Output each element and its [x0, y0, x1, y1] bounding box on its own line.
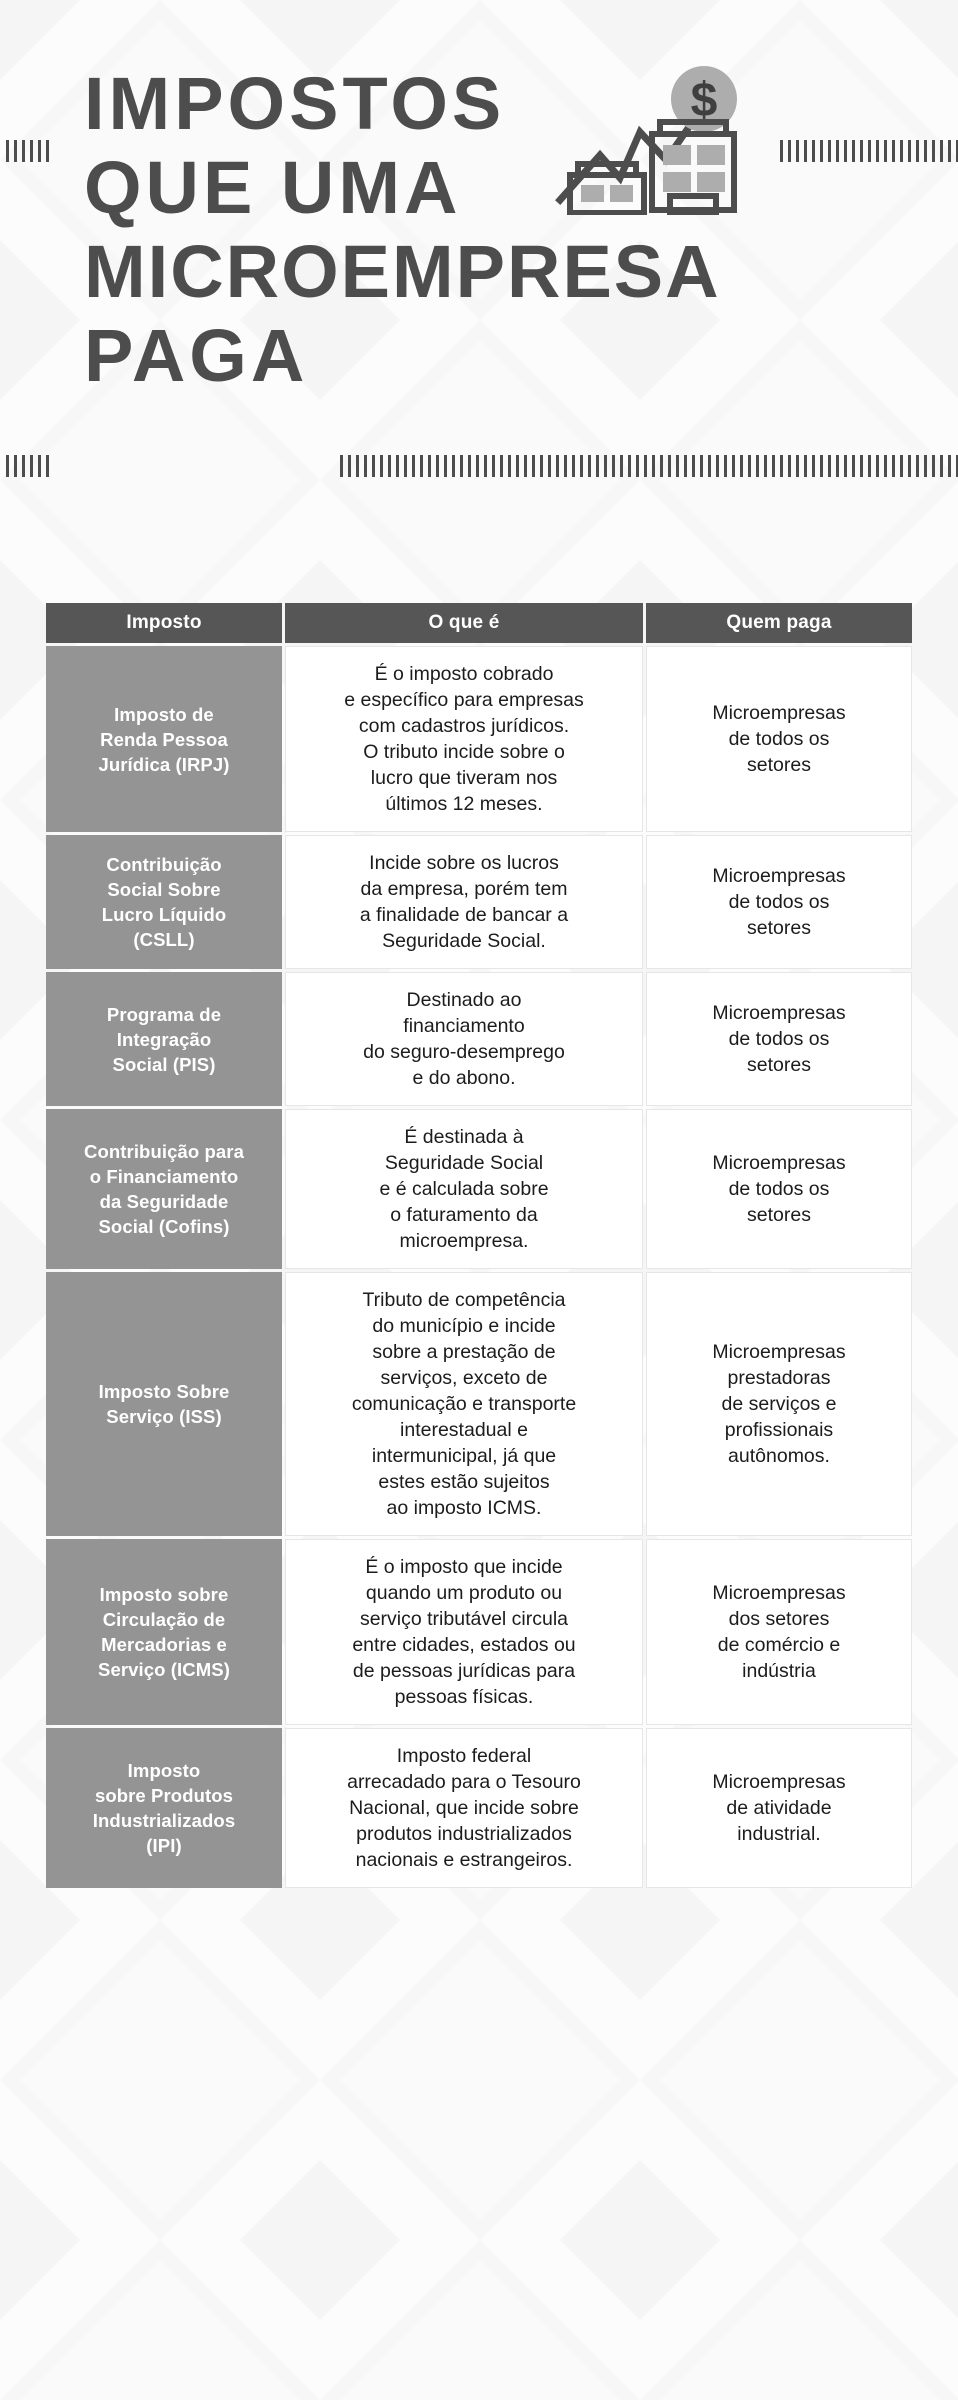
- table-row: [46, 972, 912, 1106]
- dash-rule-right-bottom: [340, 455, 958, 477]
- tax-name-cell: Programa de Integração Social (PIS): [46, 972, 282, 1106]
- dash-rule-left-bottom: [6, 455, 54, 477]
- infographic-header: [0, 0, 958, 600]
- business-growth-dollar-icon: [548, 60, 758, 215]
- coin-dollar-glyph: $: [690, 74, 718, 127]
- tax-name-cell: Contribuição Social Sobre Lucro Líquido (CSLL): [46, 835, 282, 969]
- column-header-quem-paga: Quem paga: [646, 603, 912, 643]
- tax-payer-cell: Microempresas prestadoras de serviços e profissionais autônomos.: [646, 1272, 912, 1536]
- page-title-line-4: PAGA: [84, 314, 309, 397]
- tax-description-cell: É o imposto cobrado e específico para empresas com cadastros jurídicos. O tributo incide sobre o lucro que tiveram nos últimos 12 meses.: [285, 646, 643, 832]
- page-title-line-3: MICROEMPRESA: [84, 230, 721, 313]
- table-header-row: [46, 603, 912, 643]
- tax-description-cell: É destinada à Seguridade Social e é calculada sobre o faturamento da microempresa.: [285, 1109, 643, 1269]
- tax-description-cell: É o imposto que incide quando um produto ou serviço tributável circula entre cidades, estados ou de pessoas jurídicas para pessoas físicas.: [285, 1539, 643, 1725]
- tax-name-cell: Imposto Sobre Serviço (ISS): [46, 1272, 282, 1536]
- tax-name-cell: Imposto de Renda Pessoa Jurídica (IRPJ): [46, 646, 282, 832]
- tax-payer-cell: Microempresas de todos os setores: [646, 646, 912, 832]
- tax-table: [43, 600, 915, 1891]
- table-row: [46, 1539, 912, 1725]
- tax-payer-cell: Microempresas de atividade industrial.: [646, 1728, 912, 1888]
- table-row: [46, 1272, 912, 1536]
- tax-table-container: [43, 600, 915, 1891]
- tax-payer-cell: Microempresas de todos os setores: [646, 835, 912, 969]
- table-row: [46, 1109, 912, 1269]
- page-title-line-1: IMPOSTOS: [84, 62, 506, 145]
- tax-description-cell: Destinado ao financiamento do seguro-desemprego e do abono.: [285, 972, 643, 1106]
- tax-table-body: [46, 646, 912, 1888]
- tax-payer-cell: Microempresas dos setores de comércio e indústria: [646, 1539, 912, 1725]
- tax-payer-cell: Microempresas de todos os setores: [646, 1109, 912, 1269]
- tax-table-head: [46, 603, 912, 643]
- tax-description-cell: Imposto federal arrecadado para o Tesouro Nacional, que incide sobre produtos industrializados nacionais e estrangeiros.: [285, 1728, 643, 1888]
- column-header-o-que-e: O que é: [285, 603, 643, 643]
- table-row: [46, 835, 912, 969]
- page-title: [0, 62, 958, 398]
- page-title-line-2: QUE UMA: [84, 146, 462, 229]
- tax-description-cell: Incide sobre os lucros da empresa, porém tem a finalidade de bancar a Seguridade Social.: [285, 835, 643, 969]
- tax-description-cell: Tributo de competência do município e incide sobre a prestação de serviços, exceto de comunicação e transporte interestadual e intermunicipal, já que estes estão sujeitos ao imposto ICMS.: [285, 1272, 643, 1536]
- tax-name-cell: Imposto sobre Circulação de Mercadorias e Serviço (ICMS): [46, 1539, 282, 1725]
- column-header-imposto: Imposto: [46, 603, 282, 643]
- tax-name-cell: Contribuição para o Financiamento da Seguridade Social (Cofins): [46, 1109, 282, 1269]
- table-row: [46, 1728, 912, 1888]
- table-row: [46, 646, 912, 832]
- tax-name-cell: Imposto sobre Produtos Industrializados (IPI): [46, 1728, 282, 1888]
- tax-payer-cell: Microempresas de todos os setores: [646, 972, 912, 1106]
